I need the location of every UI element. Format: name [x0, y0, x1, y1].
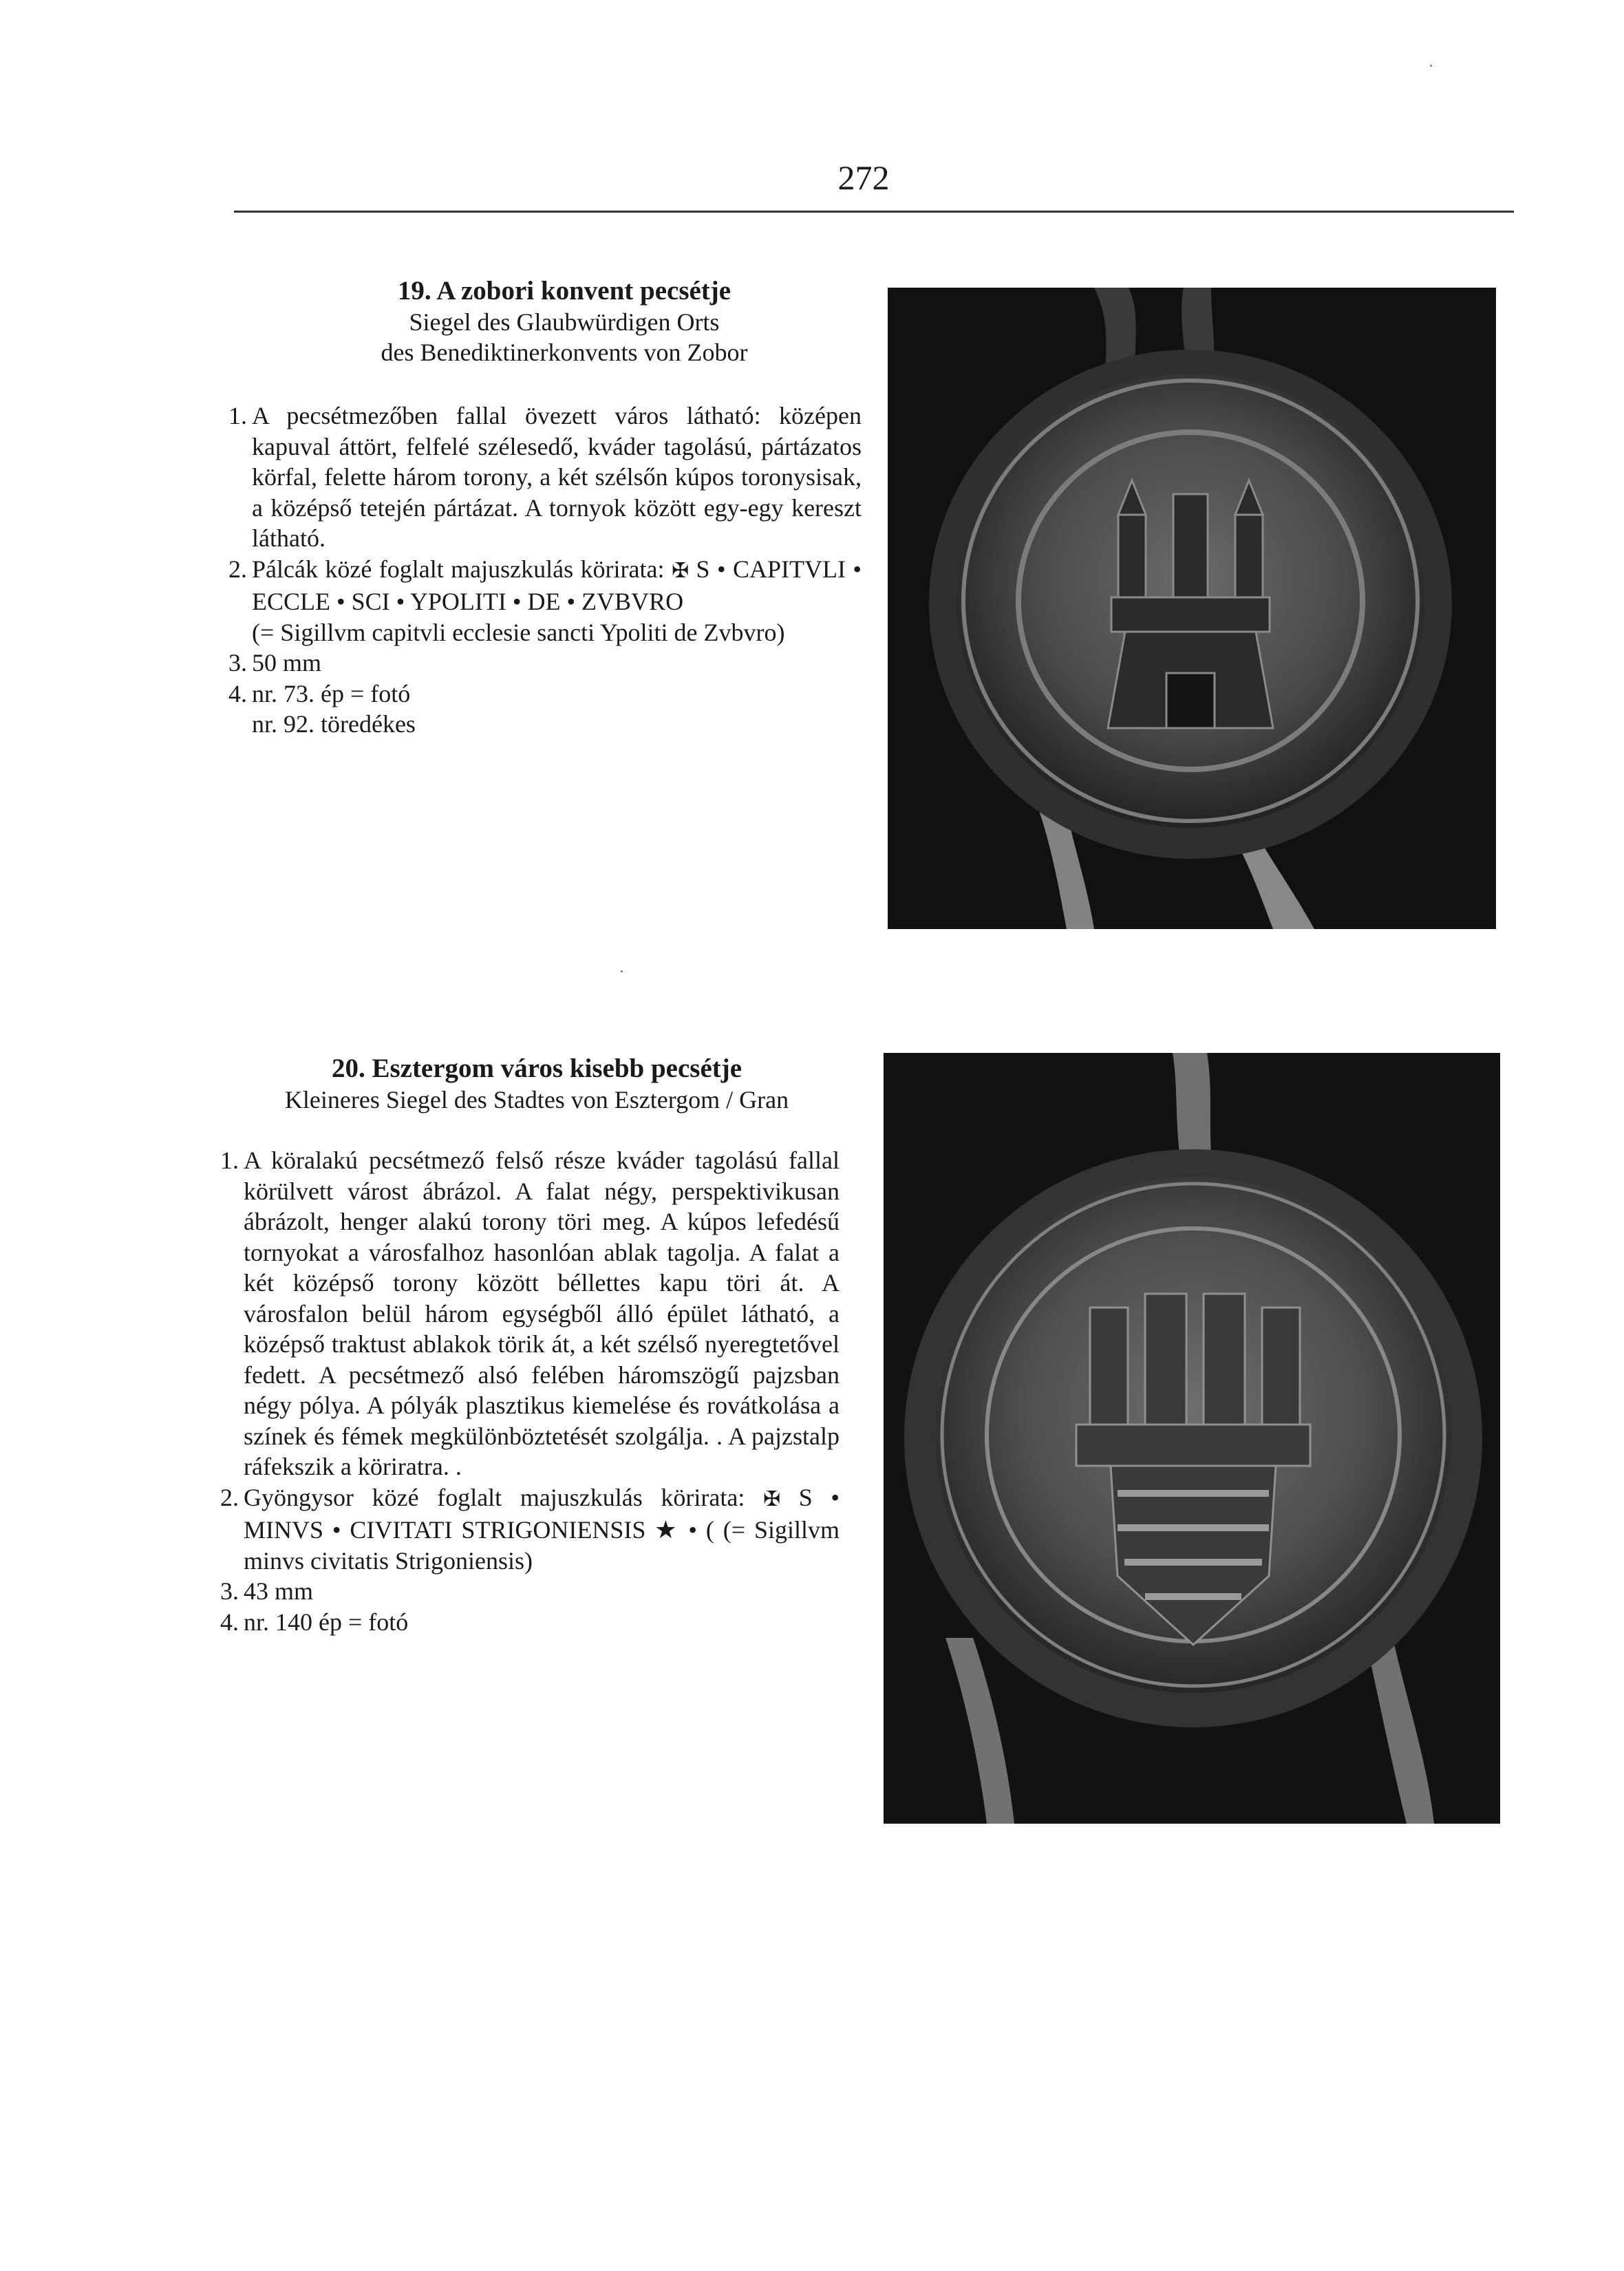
entry-19-item-3: [228, 648, 862, 679]
entry-20-title: 20. Esztergom város kisebb pecsétje: [331, 1054, 742, 1083]
cross-symbol: ✠: [671, 558, 690, 583]
entry-20-subtitle-line-1: Kleineres Siegel des Stadtes von Esztergom / Gran: [284, 1086, 789, 1113]
entry-20-list: [220, 1145, 840, 1637]
entry-20-item-2: [220, 1482, 840, 1577]
item-number: 2.: [220, 1483, 239, 1511]
item-text: A pecsétmezőben fallal övezett város látható: középen kapuval áttört, felfelé szélesedő, kváder tagolású, pártázatos körfal, felette három torony, a két szélsőn kúpos toronysisak, a középső tetején pártázat. A tornyok között egy-egy kereszt látható.: [252, 402, 862, 552]
item-text: 50 mm: [252, 649, 322, 676]
entry-20-item-4: [220, 1607, 840, 1638]
entry-19-item-4: [228, 679, 862, 710]
entry-19-item-4-extra: nr. 92. töredékes: [252, 710, 416, 738]
item-number: 4.: [228, 679, 247, 707]
item-number: 2.: [228, 555, 247, 583]
scan-speck: [621, 970, 623, 972]
entry-19-item-2: [228, 554, 862, 617]
entry-19-subtitle-line-2: des Benediktinerkonvents von Zobor: [381, 339, 748, 366]
entry-19-heading: [330, 275, 798, 367]
entry-19-subtitle-line-1: Siegel des Glaubwürdigen Orts: [409, 308, 720, 336]
entry-20-heading: [227, 1053, 846, 1115]
entry-19-item-1: [228, 401, 862, 554]
entry-20-item-3: [220, 1576, 840, 1607]
item-text: Pálcák közé foglalt majuszkulás körirata:: [252, 555, 665, 583]
entry-20-item-1: [220, 1145, 840, 1482]
inscription-text: S • MINVS • CIVITATI STRIGONIENSIS ★ • ( (= Sigillvm minvs civitatis Strigoniensis): [244, 1483, 840, 1575]
item-number: 3.: [228, 649, 247, 676]
entry-19-item-2-transcription: (= Sigillvm capitvli ecclesie sancti Ypoliti de Zvbvro): [252, 618, 785, 646]
item-number: 3.: [220, 1577, 239, 1605]
page-number: 272: [837, 158, 890, 197]
item-text: 43 mm: [244, 1577, 314, 1605]
seal-20-photo: [884, 1053, 1500, 1824]
inscription-text: S • CAPITVLI • ECCLE • SCI • YPOLITI • DE • ZVBVRO: [252, 555, 862, 615]
item-number: 1.: [220, 1147, 239, 1174]
item-number: 4.: [220, 1608, 239, 1636]
scan-speck: [1430, 65, 1432, 67]
entry-19-list: [228, 401, 862, 740]
header-rule: [234, 211, 1514, 213]
item-text: nr. 140 ép = fotó: [244, 1608, 409, 1636]
entry-19-title: 19. A zobori konvent pecsétje: [397, 276, 731, 306]
item-text: A köralakú pecsétmező felső része kváder tagolású fallal körülvett várost ábrázol. A falat négy, perspektivikusan ábrázolt, henger alakú torony töri meg. A kúpos lefedésű tornyokat a városfalhoz hasonlóan ablak tagolja. A falat a két középső torony között béllettes kapu töri át. A városfalon belül három egységből álló épület látható, a középső traktust ablakok törik át, a két szélső nyeregtetővel fedett. A pecsétmező alsó felében háromszögű pajzsban négy pólya. A pólyák plasztikus kiemelése és rovátkolása a színek és fémek megkülönböztetését szolgálja. . A pajzstalp ráfekszik a köriratra. .: [244, 1147, 840, 1480]
cross-symbol: ✠: [763, 1486, 781, 1511]
item-text: nr. 73. ép = fotó: [252, 679, 411, 707]
item-number: 1.: [228, 402, 247, 429]
seal-19-photo: [888, 288, 1496, 929]
item-text: Gyöngysor közé foglalt majuszkulás körirata:: [244, 1483, 745, 1511]
